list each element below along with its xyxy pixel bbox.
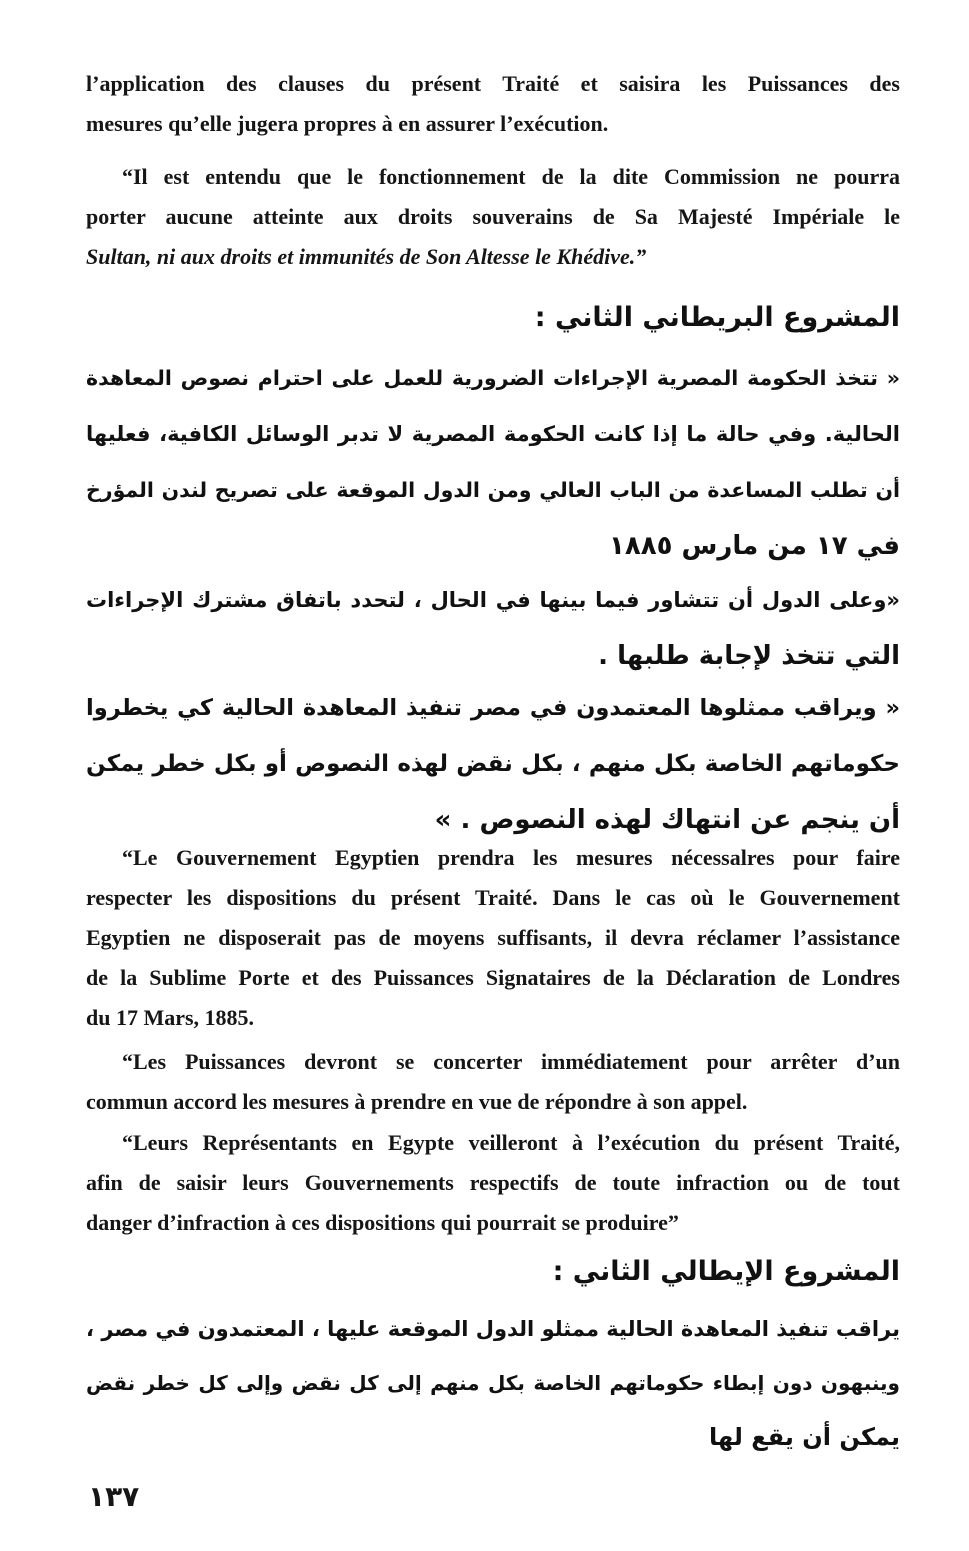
paragraph-french-1 [86, 64, 900, 144]
text-line: « ويراقب ممثلوها المعتمدون في مصر تنفيذ المعاهدة الحالية كي يخطروا [86, 695, 900, 721]
paragraph-french-3 [86, 838, 900, 1038]
paragraph-french-5 [86, 1123, 900, 1243]
text-line: التي تتخذ لإجابة طلبها . [598, 641, 900, 671]
text-line: de la Sublime Porte et des Puissances Signataires de la Déclaration de Londres [86, 965, 900, 990]
paragraph-arabic-2 [86, 572, 900, 684]
text-line: du 17 Mars, 1885. [86, 1005, 255, 1030]
text-line: “Le Gouvernement Egyptien prendra les mesures nécessalres pour faire [122, 845, 900, 870]
paragraph-arabic-4 [86, 1302, 900, 1464]
text-line: porter aucune atteinte aux droits souverains de Sa Majesté Impériale le [86, 204, 900, 229]
text-line: وينبهون دون إبطاء حكوماتهم الخاصة بكل منهم إلى كل نقض وإلى كل خطر نقض [86, 1371, 900, 1395]
paragraph-french-2 [86, 157, 900, 277]
text-line: mesures qu’elle jugera propres à en assurer l’exécution. [86, 111, 609, 136]
heading-text: المشروع الإيطالي الثاني : [552, 1256, 900, 1287]
text-line: afin de saisir leurs Gouvernements respectifs de toute infraction ou de tout [86, 1170, 900, 1195]
paragraph-arabic-3 [86, 680, 900, 848]
text-line: يمكن أن يقع لها [709, 1423, 900, 1451]
text-line: Sultan, ni aux droits et immunités de Son Altesse le Khédive.” [86, 244, 647, 269]
text-line: danger d’infraction à ces dispositions qui pourrait se produire” [86, 1210, 679, 1235]
text-line: أن ينجم عن انتهاك لهذه النصوص . » [434, 805, 900, 835]
text-line: l’application des clauses du présent Traité et saisira les Puissances des [86, 71, 900, 96]
heading-italian-draft [86, 1244, 900, 1300]
heading-text: المشروع البريطاني الثاني : [534, 302, 900, 333]
text-line: « تتخذ الحكومة المصرية الإجراءات الضرورية للعمل على احترام نصوص المعاهدة [86, 366, 900, 390]
text-line: حكوماتهم الخاصة بكل منهم ، بكل نقض لهذه النصوص أو بكل خطر يمكن [86, 751, 900, 777]
text-line: في ١٧ من مارس ١٨٨٥ [609, 531, 900, 561]
page-number: ١٣٧ [88, 1480, 140, 1513]
text-line: أن تطلب المساعدة من الباب العالي ومن الدول الموقعة على تصريح لندن المؤرخ [86, 478, 900, 502]
paragraph-french-4 [86, 1042, 900, 1122]
text-line: “Il est entendu que le fonctionnement de la dite Commission ne pourra [122, 164, 900, 189]
heading-british-draft [86, 290, 900, 346]
text-line: Egyptien ne disposerait pas de moyens suffisants, il devra réclamer l’assistance [86, 925, 900, 950]
text-line: الحالية. وفي حالة ما إذا كانت الحكومة المصرية لا تدبر الوسائل الكافية، فعليها [86, 422, 900, 446]
paragraph-arabic-1 [86, 350, 900, 574]
text-line: يراقب تنفيذ المعاهدة الحالية ممثلو الدول الموقعة عليها ، المعتمدون في مصر ، [86, 1317, 900, 1341]
text-line: respecter les dispositions du présent Traité. Dans le cas où le Gouvernement [86, 885, 900, 910]
text-line: “Les Puissances devront se concerter immédiatement pour arrêter d’un [122, 1049, 900, 1074]
text-line: commun accord les mesures à prendre en vue de répondre à son appel. [86, 1089, 748, 1114]
text-line: «وعلى الدول أن تتشاور فيما بينها في الحال ، لتحدد باتفاق مشترك الإجراءات [86, 588, 900, 612]
text-line: “Leurs Représentants en Egypte veilleront à l’exécution du présent Traité, [122, 1130, 900, 1155]
